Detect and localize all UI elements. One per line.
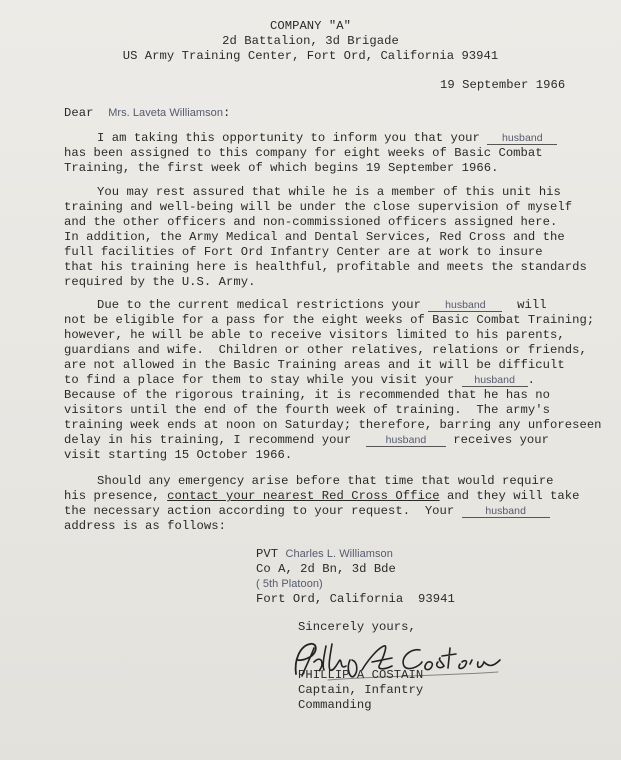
p3-line-5: are not allowed in the Basic Training areas and it will be difficult (64, 358, 565, 372)
p3-line-2: not be eligible for a pass for the eight weeks of Basic Combat Training; (64, 313, 595, 327)
p3-line-4: guardians and wife. Children or other relatives, relations or friends, (64, 343, 587, 357)
p2-line-3: and the other officers and non-commissioned officers assigned here. (64, 215, 558, 229)
p3-line-9: training week ends at noon on Saturday; therefore, barring any unforeseen (64, 418, 602, 432)
p2-line-7: required by the U.S. Army. (64, 275, 256, 289)
p3-line-1-text: Due to the current medical restrictions your (97, 298, 422, 312)
address-platoon: ( 5th Platoon) (256, 578, 323, 590)
p4-line-1: Should any emergency arise before that time that would require (97, 474, 554, 488)
address-city: Fort Ord, California 93941 (256, 592, 455, 606)
relation-blank-5: husband (462, 506, 550, 518)
letterhead-company: COMPANY "A" (269, 19, 351, 33)
p1-line-2: has been assigned to this company for eight weeks of Basic Combat (64, 146, 543, 160)
letter-date: 19 September 1966 (440, 78, 566, 92)
p3-line-7: Because of the rigorous training, it is recommended that he has no (64, 388, 551, 402)
p4-line-4: address is as follows: (64, 519, 227, 533)
p2-line-4: In addition, the Army Medical and Dental Services, Red Cross and the (64, 230, 565, 244)
salutation-suffix: : (223, 106, 231, 120)
p3-line-3: however, he will be able to receive visitors limited to his parents, (64, 328, 565, 342)
signer-name: PHILLIP A COSTAIN (298, 668, 424, 682)
letterhead-battalion: 2d Battalion, 3d Brigade (222, 34, 399, 48)
address-line-2: Co A, 2d Bn, 3d Bde (256, 562, 396, 576)
p3-line-1 (97, 298, 547, 312)
p1-line-1-text: I am taking this opportunity to inform you that your (97, 131, 480, 145)
recipient-name: Mrs. Laveta Williamson (108, 107, 223, 119)
p2-line-1: You may rest assured that while he is a member of this unit his (97, 185, 561, 199)
p1-line-1 (97, 131, 557, 145)
p3-line-6-end: . (527, 373, 536, 387)
p4-line-2-end: and they will take (446, 489, 580, 503)
p2-line-5: full facilities of Fort Ord Infantry Center are at work to insure (64, 245, 543, 259)
relation-blank-1: husband (487, 133, 557, 145)
p3-line-10-text: delay in his training, I recommend your (64, 433, 352, 447)
p2-line-6: that his training here is healthful, profitable and meets the standards (64, 260, 587, 274)
p3-line-11: visit starting 15 October 1966. (64, 448, 293, 462)
relation-blank-2: husband (428, 300, 502, 312)
p3-line-10 (64, 433, 549, 447)
p3-line-6-text: to find a place for them to stay while you visit your (64, 373, 455, 387)
signer-role: Commanding (298, 698, 372, 712)
p4-line-3 (64, 504, 550, 518)
p4-line-3-text: the necessary action according to your request. Your (64, 504, 455, 518)
p3-line-10-end: receives your (453, 433, 550, 447)
letterhead-center: US Army Training Center, Fort Ord, California 93941 (122, 49, 499, 63)
closing: Sincerely yours, (298, 620, 416, 634)
p3-line-8: visitors until the end of the fourth week of training. The army's (64, 403, 551, 417)
relation-blank-3: husband (462, 375, 528, 387)
p2-line-2: training and well-being will be under the close supervision of myself (64, 200, 573, 214)
address-name: Charles L. Williamson (285, 548, 393, 560)
address-rank: PVT (256, 547, 279, 561)
salutation-prefix: Dear (64, 106, 94, 120)
relation-blank-4: husband (366, 435, 446, 447)
red-cross-instruction: contact your nearest Red Cross Office (167, 489, 440, 503)
p3-line-6 (64, 373, 535, 387)
p4-line-2 (64, 489, 580, 503)
p4-line-2-start: his presence, (64, 489, 160, 503)
signer-title: Captain, Infantry (298, 683, 424, 697)
salutation (64, 106, 230, 120)
p3-line-1-end: will (517, 298, 547, 312)
address-line-1 (256, 547, 393, 561)
p1-line-3: Training, the first week of which begins 19 September 1966. (64, 161, 499, 175)
